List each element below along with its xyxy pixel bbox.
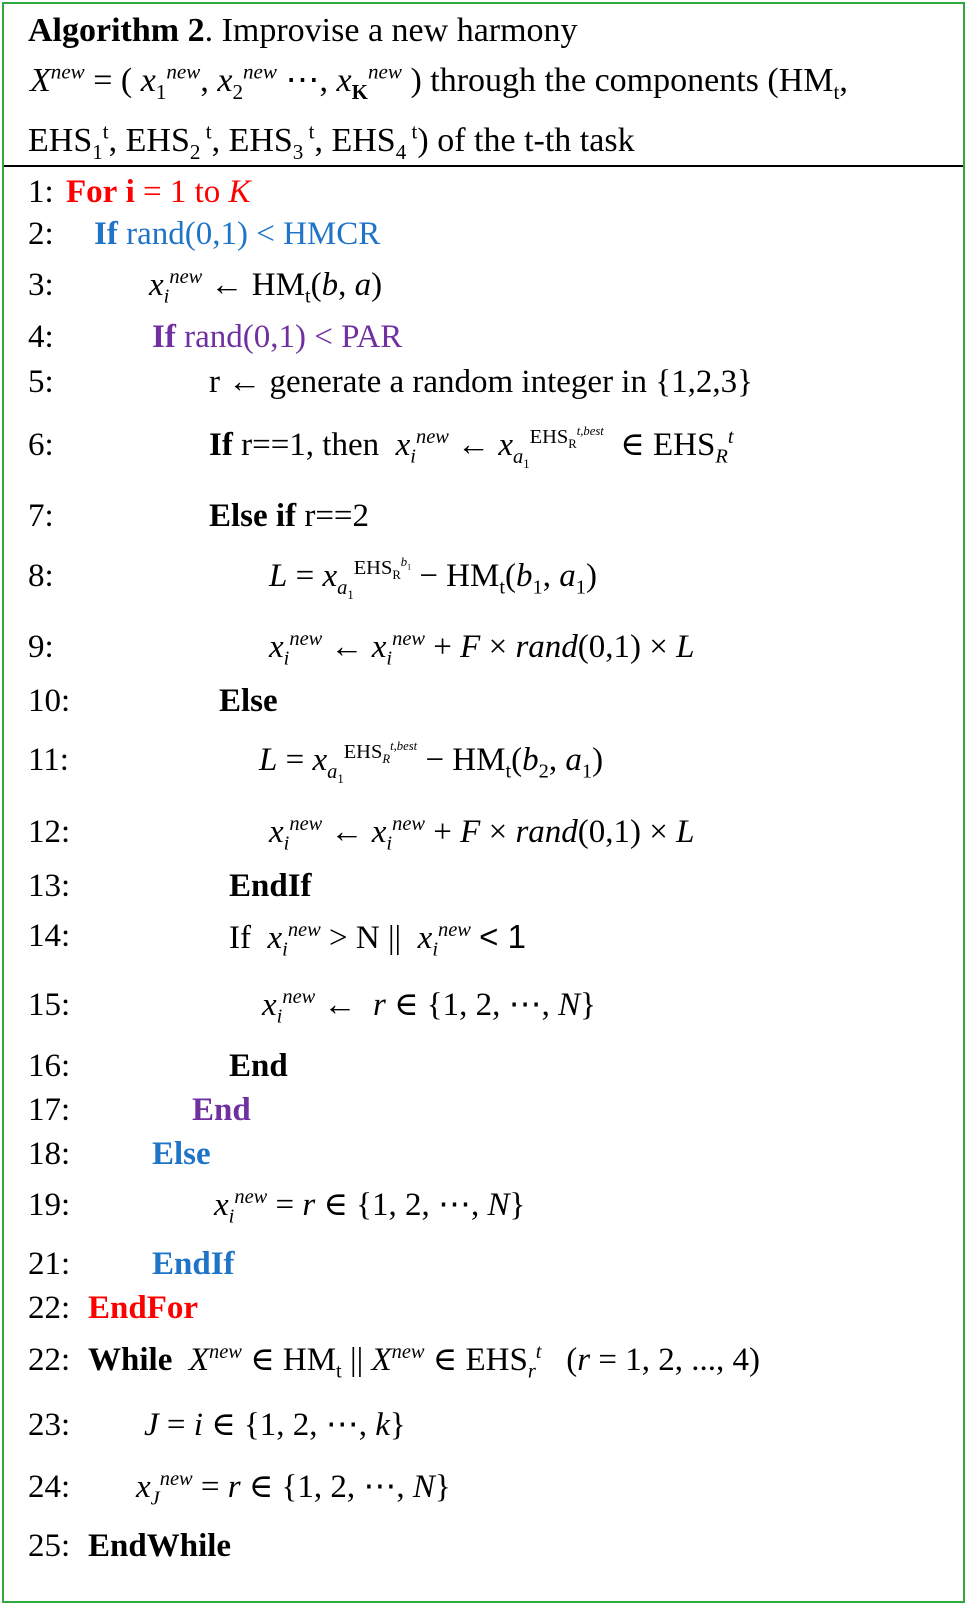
algorithm-header-formula: $X^{new}$ = ( $x_1^{new}$, $x_2^{new}$ ⋯, $x_K^{new}$ ) through the components ($HM_t$,: [30, 59, 848, 104]
line-content: If $x_i^{new} > N$ || $x_i^{new} < 1$: [229, 918, 526, 961]
line-content: End: [229, 1048, 288, 1084]
line-number: 16:: [28, 1048, 71, 1084]
line-number: 22:: [28, 1342, 71, 1378]
line-number: 4:: [28, 319, 54, 355]
line-number: 3:: [28, 267, 54, 303]
line-content: $L = x_{a_1}^{EHS_R^{b_1}} - HM_t(b_1$, $a_1$): [269, 555, 597, 602]
algorithm-line: [28, 321, 928, 369]
header-line2-sub: t: [833, 79, 840, 104]
line-content: Else: [219, 683, 278, 719]
line-number: 22:: [28, 1290, 71, 1326]
line-number: 15:: [28, 987, 71, 1023]
algorithm-line: [28, 1292, 928, 1340]
algorithm-title-label: Algorithm 2: [28, 12, 205, 49]
line-number: 19:: [28, 1187, 71, 1223]
line-number: 1:: [28, 174, 54, 210]
header-line2-text: through the components (HM: [430, 62, 834, 99]
algorithm-line: [28, 500, 928, 548]
line-content: EndWhile: [88, 1528, 232, 1564]
line-content: EndFor: [88, 1290, 199, 1326]
algorithm-line: [28, 813, 928, 864]
line-number: 5:: [28, 364, 54, 400]
algorithm-line: [28, 1468, 928, 1519]
line-number: 14:: [28, 918, 71, 954]
line-number: 17:: [28, 1092, 71, 1128]
line-content: While $X^{new}$ ∈ $HM_t$ || $X^{new}$ ∈ $EHS_r^t$ (r = 1, 2, ..., 4): [88, 1341, 760, 1383]
line-content: r ← generate a random integer in {1,2,3}: [209, 364, 753, 400]
line-content: $x_i^{new}$ ← $x_i^{new} + F$ × rand(0,1) × L: [269, 628, 695, 670]
algorithm-line: [28, 739, 928, 792]
algorithm-line: [28, 218, 928, 266]
line-number: 2:: [28, 216, 54, 252]
line-content: $x_i^{new}$ ← $x_i^{new} + F$ × rand(0,1) × L: [269, 813, 695, 855]
algorithm-header-line3: $EHS_1^t$, $EHS_2$ $^t$, $EHS_3$ $^t$, $EHS_4$ $^t$) of the t-th task: [28, 119, 635, 164]
algorithm-line: [28, 1341, 928, 1392]
line-number: 24:: [28, 1469, 71, 1505]
algorithm-line: [28, 1409, 928, 1457]
algorithm-line: [28, 1138, 928, 1186]
line-number: 6:: [28, 427, 54, 463]
line-number: 8:: [28, 558, 54, 594]
line-number: 23:: [28, 1407, 71, 1443]
algorithm-line: [28, 266, 928, 317]
line-content: $x_J^{new} = r$ ∈ {1, 2, ⋯, N}: [136, 1468, 451, 1510]
line-content: $x_i^{new}$ ← $HM_t(b$, a): [149, 266, 383, 308]
algorithm-line: [28, 555, 928, 608]
line-number: 25:: [28, 1528, 71, 1564]
line-number: 10:: [28, 683, 71, 719]
algorithm-box: [2, 2, 965, 1603]
line-number: 13:: [28, 868, 71, 904]
algorithm-line: [28, 1248, 928, 1296]
algorithm-line: [28, 986, 928, 1037]
algorithm-line: [28, 1530, 928, 1578]
algorithm-line: [28, 920, 928, 968]
line-number: 9:: [28, 629, 54, 665]
algorithm-header: [4, 4, 963, 167]
algorithm-line: [28, 1094, 928, 1142]
algorithm-line: [28, 366, 928, 414]
line-content: EndIf: [152, 1246, 235, 1282]
algorithm-line: [28, 1050, 928, 1098]
algorithm-line: [28, 685, 928, 733]
algorithm-line: [28, 628, 928, 679]
algorithm-title-text: . Improvise a new harmony: [204, 12, 578, 49]
line-content: If rand(0,1) < HMCR: [94, 216, 381, 252]
line-content: EndIf: [229, 868, 312, 904]
line-number: 7:: [28, 498, 54, 534]
header-line2-end: ,: [839, 62, 848, 99]
line-number: 18:: [28, 1136, 71, 1172]
line-number: 11:: [28, 742, 69, 778]
line-content: End: [192, 1092, 251, 1128]
algorithm-title: [28, 14, 578, 48]
line-content: For i = 1 to K: [66, 174, 251, 210]
line-content: $x_i^{new} = r$ ∈ {1, 2, ⋯, N}: [214, 1186, 526, 1228]
line-number: 12:: [28, 814, 71, 850]
line-content: Else if r==2: [209, 498, 370, 534]
algorithm-line: [28, 424, 928, 477]
line-number: 21:: [28, 1246, 71, 1282]
line-content: If r==1, then $x_i^{new}$ ← $x_{a_1}^{EHS_R^{t,best}}$ ∈ $EHS_R^t$: [209, 424, 734, 471]
line-content: $x_i^{new}$ ← r ∈ {1, 2, ⋯, N}: [262, 986, 596, 1028]
line-content: $L = x_{a_1}^{EHS_R^{t,best}} - HM_t(b_2$, $a_1$): [259, 739, 604, 786]
line-content: Else: [152, 1136, 211, 1172]
line-content: If rand(0,1) < PAR: [152, 319, 403, 355]
line-content: J = i ∈ {1, 2, ⋯, k}: [144, 1407, 406, 1443]
algorithm-line: [28, 870, 928, 918]
algorithm-line: [28, 1186, 928, 1237]
